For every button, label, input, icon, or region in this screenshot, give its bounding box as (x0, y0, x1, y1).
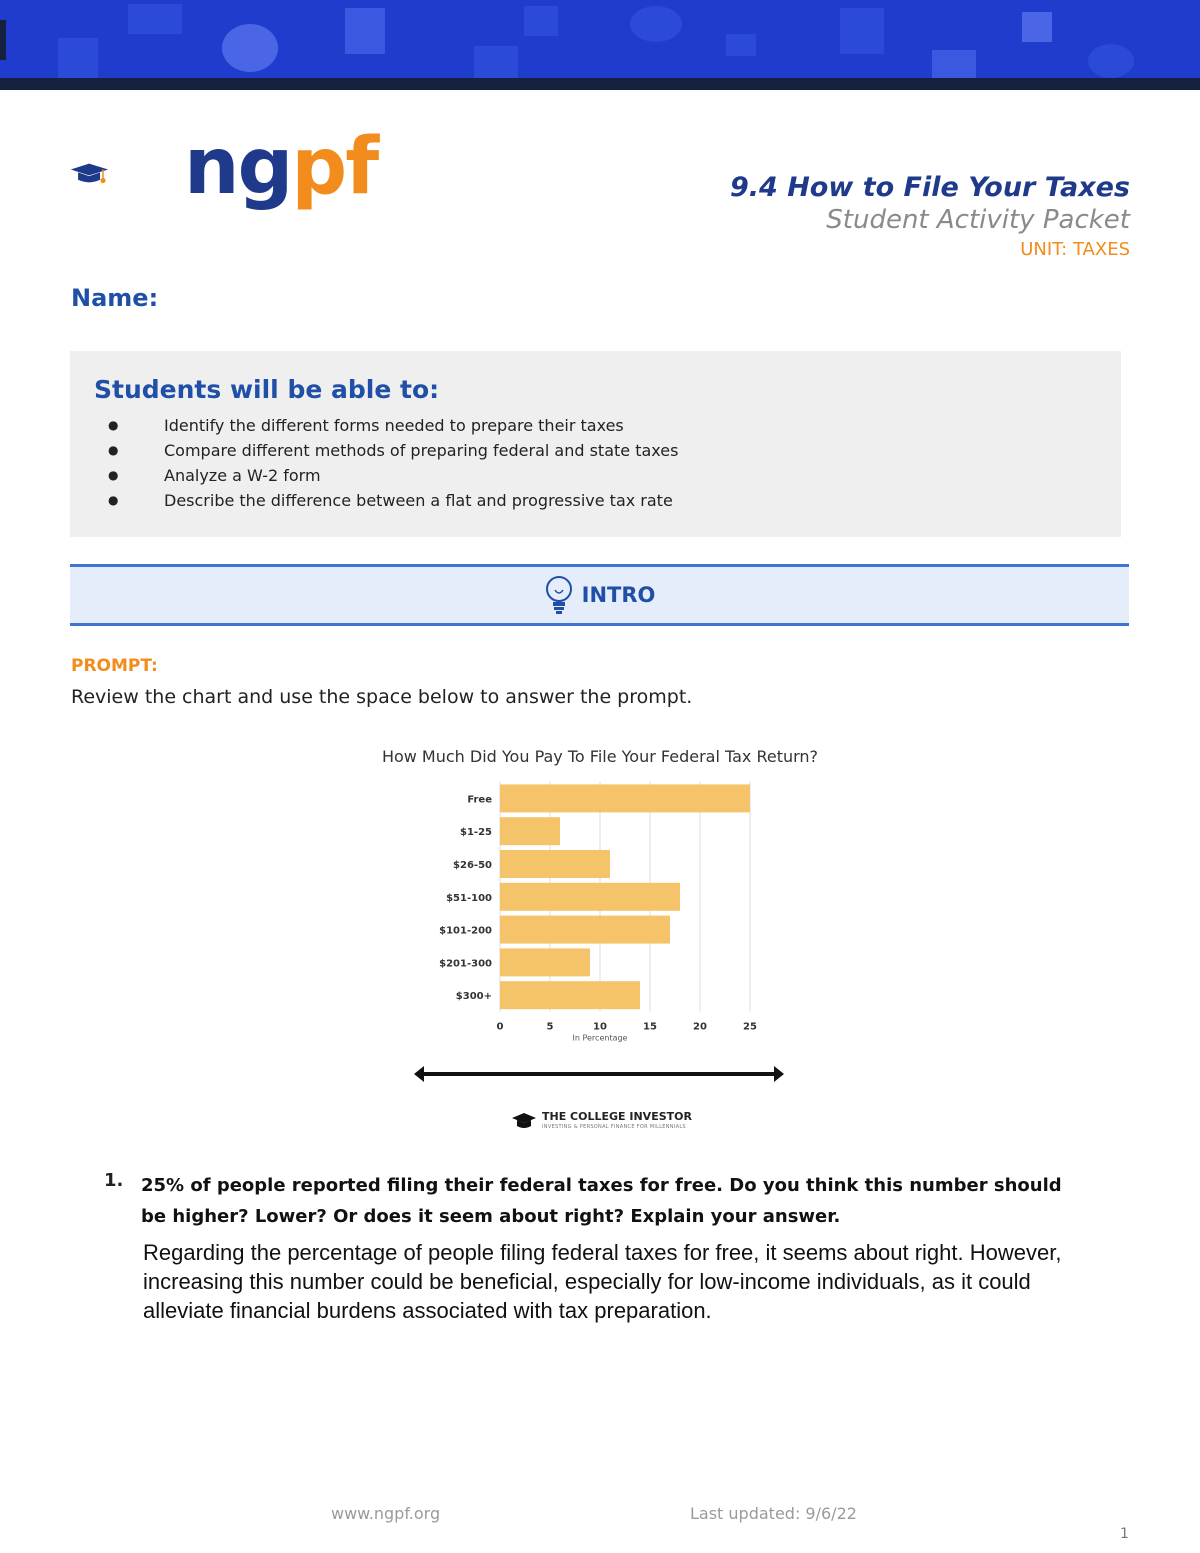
chart-bar (500, 916, 670, 944)
chart-bar (500, 981, 640, 1009)
chart-category-label: $201-300 (439, 958, 492, 970)
objective-item: ● Describe the difference between a flat and progressive tax rate (94, 488, 678, 513)
folder-icon (932, 50, 976, 78)
objectives-list (94, 413, 678, 513)
chart-bar (500, 883, 680, 911)
calculator-icon (524, 6, 558, 36)
question-number: 1. (104, 1170, 124, 1191)
piggy-bank-icon (222, 24, 278, 72)
objective-item: ● Compare different methods of preparing federal and state taxes (94, 438, 678, 463)
objective-item: ● Analyze a W-2 form (94, 463, 678, 488)
logo-ng: ng (184, 122, 292, 212)
document-icon (0, 20, 6, 60)
chart-x-axis-label: In Percentage (572, 1033, 628, 1042)
chart-tick-label: 0 (496, 1021, 504, 1033)
credit-tagline: INVESTING & PERSONAL FINANCE FOR MILLENNIALS (542, 1124, 686, 1130)
name-label: Name: (71, 284, 159, 312)
chart-tick-label: 10 (593, 1021, 607, 1033)
answer-text[interactable]: Regarding the percentage of people filing federal taxes for free, it seems about right. However, increasing this number could be beneficial, especially for low-income individuals, as it could alleviate financial burdens associated with tax preparation. (143, 1240, 1062, 1323)
credit-name: THE COLLEGE INVESTOR (542, 1110, 692, 1123)
graduation-cap-icon (512, 1112, 536, 1130)
intro-label: INTRO (581, 583, 656, 607)
lightbulb-icon (544, 574, 574, 616)
objective-item: ● Identify the different forms needed to prepare their taxes (94, 413, 678, 438)
chart-tick-label: 5 (546, 1021, 554, 1033)
prompt-text: Review the chart and use the space below to answer the prompt. (71, 686, 693, 708)
chart-category-label: $51-100 (446, 892, 492, 904)
title-block (730, 172, 1130, 260)
brand-logo (184, 122, 378, 212)
chart-bar (500, 850, 610, 878)
chart-tick-label: 25 (743, 1021, 757, 1033)
unit-label: UNIT: TAXES (1020, 239, 1130, 260)
prompt-label: PROMPT: (71, 656, 158, 676)
chart-category-label: $101-200 (439, 925, 492, 937)
document-subtitle: Student Activity Packet (826, 205, 1130, 235)
folder-icon (474, 46, 518, 78)
chart-title: How Much Did You Pay To File Your Federal Tax Return? (381, 747, 819, 766)
calculator-icon (1022, 12, 1052, 42)
chart-source-credit (512, 1110, 712, 1132)
footer-last-updated: Last updated: 9/6/22 (690, 1504, 857, 1523)
intro-section-bar (70, 564, 1129, 626)
footer-url[interactable]: www.ngpf.org (331, 1504, 441, 1523)
chart-bar (500, 948, 590, 976)
chart-tick-label: 20 (693, 1021, 707, 1033)
document-icon (58, 38, 98, 78)
folder-icon (128, 4, 182, 34)
logo-pf: pf (291, 122, 378, 212)
tax-filing-cost-bar-chart (330, 742, 870, 1042)
document-title: 9.4 How to File Your Taxes (729, 172, 1130, 203)
chart-category-label: $1-25 (460, 827, 492, 839)
page-number: 1 (1120, 1526, 1129, 1542)
chart-tick-label: 15 (643, 1021, 657, 1033)
chart-bar (500, 817, 560, 845)
document-icon (345, 8, 385, 54)
piggy-bank-icon (1088, 44, 1134, 78)
chart-category-label: $26-50 (453, 860, 492, 871)
calculator-icon (840, 8, 884, 54)
chart-bar (500, 784, 750, 812)
objectives-heading: Students will be able to: (94, 375, 440, 404)
question-text: 25% of people reported filing their federal taxes for free. Do you think this number should be higher? Lower? Or does it seem about right? Explain your answer. (141, 1175, 1062, 1227)
graduation-cap-logo-icon (70, 130, 180, 220)
objectives-box (70, 351, 1121, 537)
banner-strip (0, 78, 1200, 90)
double-arrow-icon (414, 1062, 784, 1086)
chart-category-label: $300+ (455, 991, 492, 1003)
folder-icon (726, 34, 756, 56)
chart-category-label: Free (467, 794, 492, 806)
piggy-bank-icon (630, 6, 682, 42)
top-banner (0, 0, 1200, 78)
